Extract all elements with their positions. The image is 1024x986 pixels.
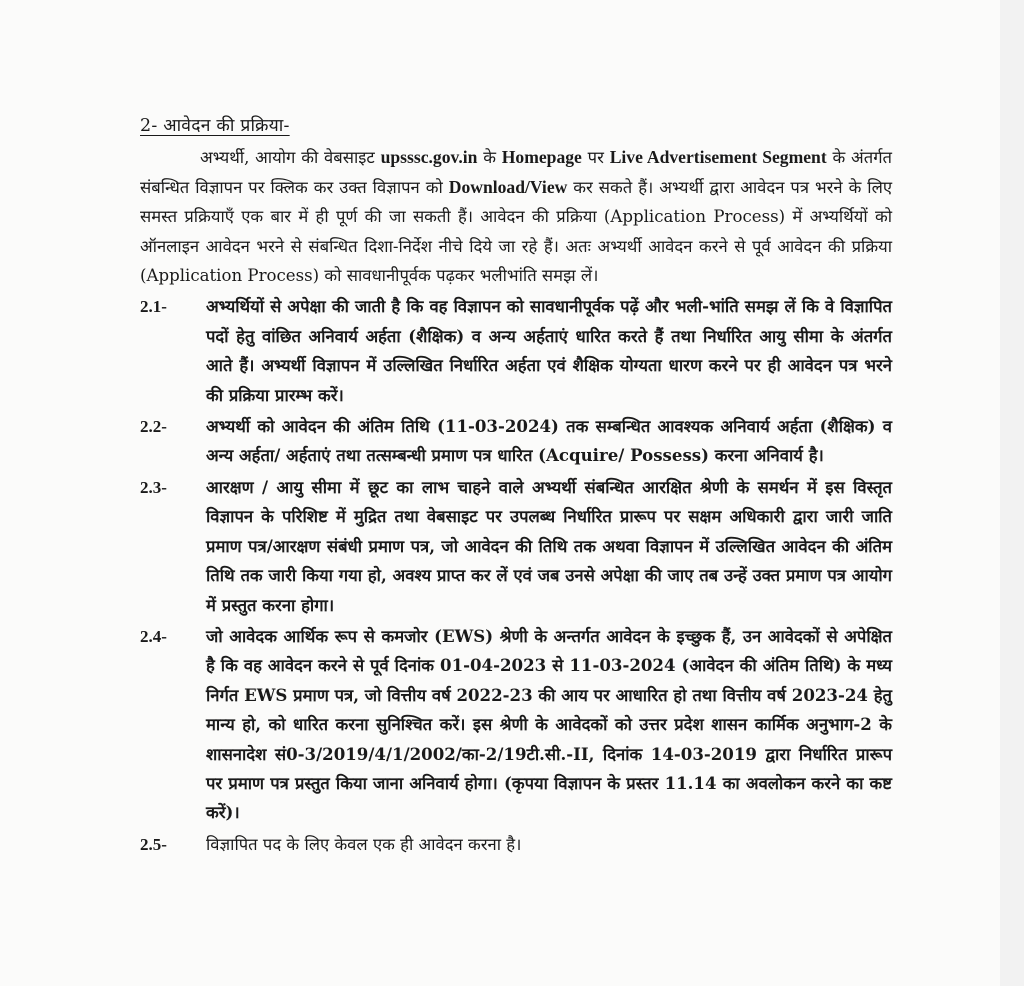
homepage-term: Homepage	[501, 147, 582, 168]
section-heading: 2- आवेदन की प्रक्रिया-	[140, 116, 290, 136]
clause-2-5	[140, 830, 892, 859]
clause-2-4	[140, 622, 892, 828]
document-content	[140, 112, 892, 859]
clause-number: 2.1-	[140, 297, 167, 317]
page-edge-margin	[1000, 0, 1024, 986]
website-link: upsssc.gov.in	[380, 147, 478, 168]
clause-number: 2.4-	[140, 626, 167, 646]
clause-text: जो आवेदक आर्थिक रूप से कमजोर (EWS) श्रेणी के अन्तर्गत आवेदन के इच्छुक हैं, उन आवेदकों से अपेक्षित है कि वह आवेदन करने से पूर्व दिनांक 01-04-2023 से 11-03-2024 (आवेदन की अंतिम तिथि) के मध्य निर्गत EWS प्रमाण पत्र, जो वित्तीय वर्ष 2022-23 की आय पर आधारित हो तथा वित्तीय वर्ष 2023-24 हेतु मान्य हो, को धारित करना सुनिश्चित करें। इस श्रेणी के आवेदकों को उत्तर प्रदेश शासन कार्मिक अनुभाग-2 के शासनादेश सं0-3/2019/4/1/2002/का-2/19टी.सी.-II, दिनांक 14-03-2019 द्वारा निर्धारित प्रारूप पर प्रमाण पत्र प्रस्तुत किया जाना अनिवार्य होगा। (कृपया विज्ञापन के प्रस्तर 11.14 का अवलोकन करने का कष्ट करें)।	[206, 625, 892, 823]
clause-text: अभ्यर्थी को आवेदन की अंतिम तिथि (11-03-2024) तक सम्बन्धित आवश्यक अनिवार्य अर्हता (शैक्षिक) व अन्य अर्हता/ अर्हताएं तथा तत्सम्बन्धी प्रमाण पत्र धारित (Acquire/ Possess) करना अनिवार्य है।	[206, 416, 892, 466]
intro-text-3: पर	[581, 148, 610, 168]
live-advertisement-term: Live Advertisement Segment	[609, 147, 827, 168]
intro-text-2: के	[477, 148, 502, 168]
clause-number: 2.2-	[140, 417, 167, 437]
download-view-term: Download/View	[448, 176, 568, 197]
clause-number: 2.3-	[140, 477, 167, 497]
intro-text-5: कर सकते हैं। अभ्यर्थी द्वारा आवेदन पत्र भरने के लिए समस्त प्रक्रियाएँ एक बार में ही पूर्ण की जा सकती हैं। आवेदन की प्रक्रिया (Application Process) में अभ्यर्थियों को ऑनलाइन आवेदन भरने से संबन्धित दिशा-निर्देश नीचे दिये जा रहे हैं। अतः अभ्यर्थी आवेदन करने से पूर्व आवेदन की प्रक्रिया (Application Process) को सावधानीपूर्वक पढ़कर भलीभांति समझ लें।	[140, 177, 893, 286]
clause-text: अभ्यर्थियों से अपेक्षा की जाती है कि वह विज्ञापन को सावधानीपूर्वक पढ़ें और भली-भांति समझ लें कि वे विज्ञापित पदों हेतु वांछित अनिवार्य अर्हता (शैक्षिक) व अन्य अर्हताएं धारित करते हैं तथा निर्धारित आयु सीमा के अंतर्गत आते हैं। अभ्यर्थी विज्ञापन में उल्लिखित निर्धारित अर्हता एवं शैक्षिक योग्यता धारण करने पर ही आवेदन पत्र भरने की प्रक्रिया प्रारम्भ करें।	[206, 296, 892, 405]
clause-2-2	[140, 412, 892, 471]
intro-text-4: के अंतर्गत संबन्धित विज्ञापन पर क्लिक कर उक्त विज्ञापन को	[140, 148, 892, 197]
clause-text: आरक्षण / आयु सीमा में छूट का लाभ चाहने वाले अभ्यर्थी संबन्धित आरक्षित श्रेणी के समर्थन में इस विस्तृत विज्ञापन के परिशिष्ट में मुद्रित तथा वेबसाइट पर उपलब्ध निर्धारित प्रारूप पर सक्षम अधिकारी द्वारा जारी जाति प्रमाण पत्र/आरक्षण संबंधी प्रमाण पत्र, जो आवेदन की तिथि तक अथवा विज्ञापन में उल्लिखित आवेदन की अंतिम तिथि तक जारी किया गया हो, अवश्य प्राप्त कर लें एवं जब उनसे अपेक्षा की जाए तब उन्हें उक्त प्रमाण पत्र आयोग में प्रस्तुत करना होगा।	[206, 476, 892, 615]
intro-text-1: अभ्यर्थी, आयोग की वेबसाइट	[200, 148, 381, 168]
intro-paragraph	[140, 143, 892, 290]
clause-number: 2.5-	[140, 834, 167, 854]
clause-2-1	[140, 292, 892, 410]
clause-2-3	[140, 473, 892, 620]
clause-text: विज्ञापित पद के लिए केवल एक ही आवेदन करना है।	[206, 834, 522, 854]
